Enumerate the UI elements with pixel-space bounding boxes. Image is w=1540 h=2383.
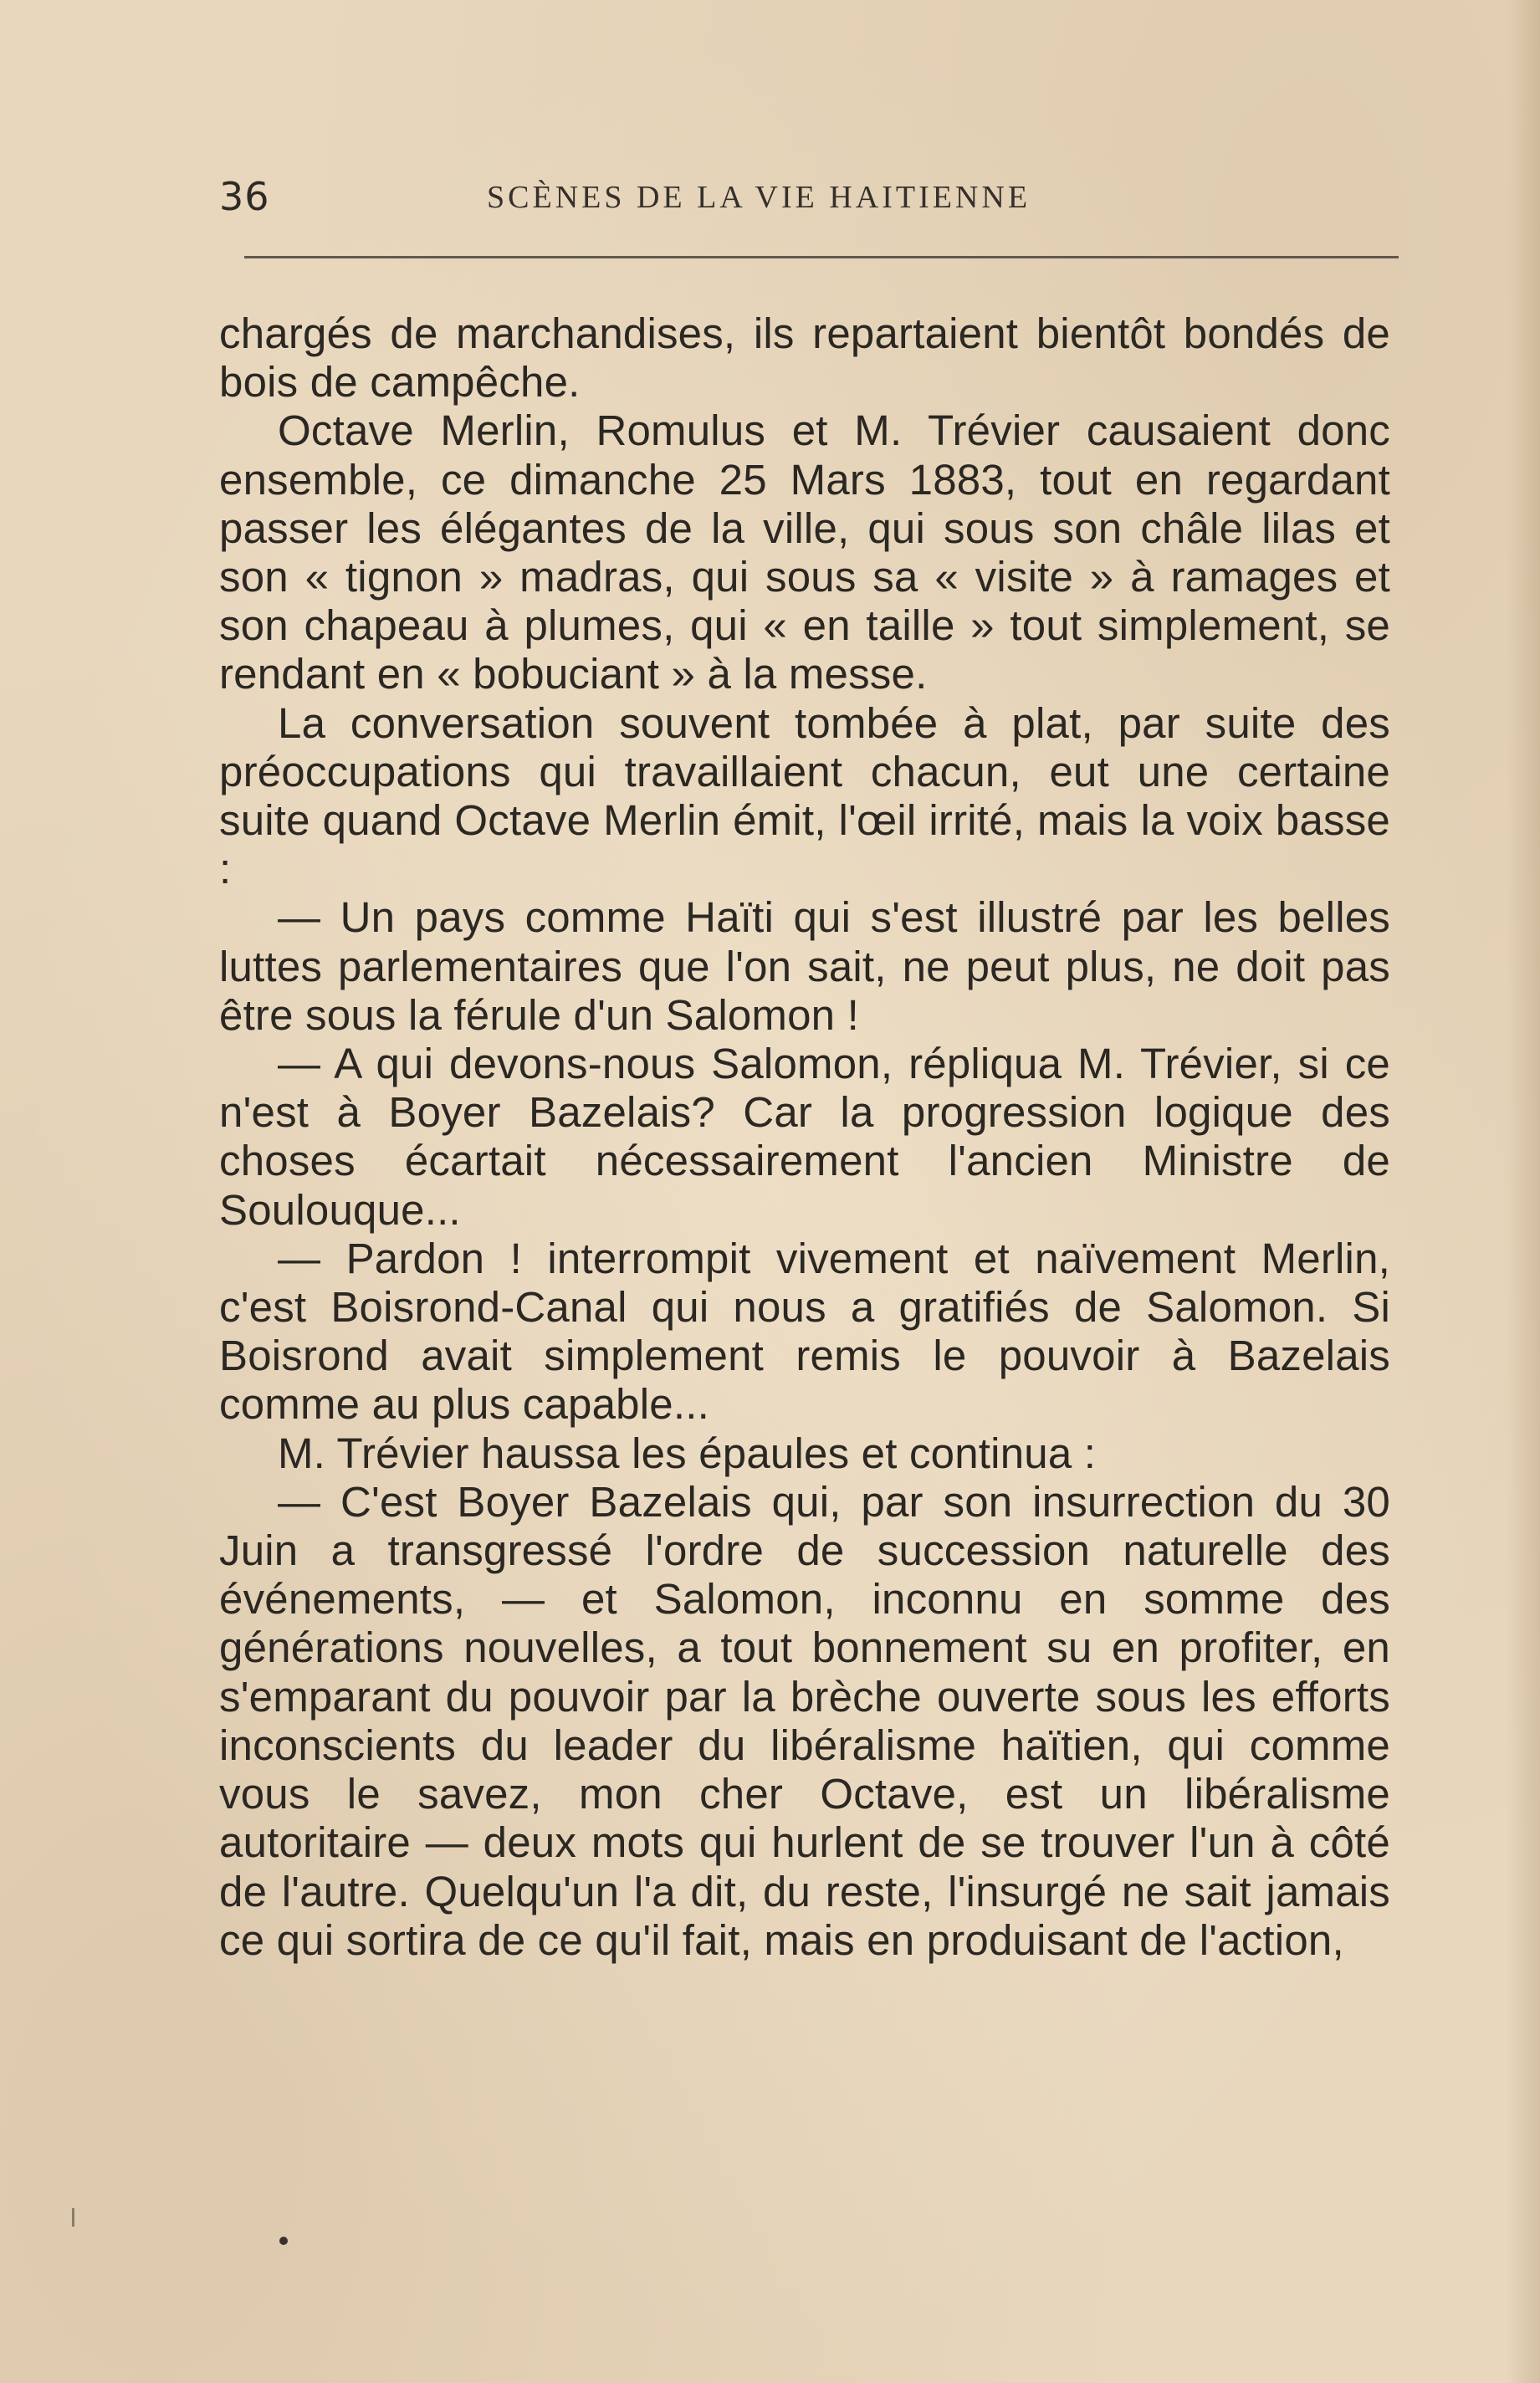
dialogue-paragraph: — Un pays comme Haïti qui s'est illustré par les belles luttes parlementaires que l'on sait, ne peut plus, ne doit pas être sous la férule d'un Salomon !	[219, 893, 1390, 1039]
page-number: 36	[219, 174, 270, 219]
running-title: SCÈNES DE LA VIE HAITIENNE	[487, 180, 1031, 215]
ink-dot	[279, 2237, 288, 2245]
paragraph-continuation: chargés de marchandises, ils repartaient bientôt bondés de bois de campêche.	[219, 309, 1390, 407]
page-edge-shadow	[1507, 0, 1540, 2383]
header-rule	[244, 256, 1399, 258]
dialogue-paragraph: — A qui devons-nous Salomon, répliqua M. Trévier, si ce n'est à Boyer Bazelais? Car la progression logique des choses écartait nécessairement l'ancien Ministre de Soulouque...	[219, 1040, 1390, 1234]
paragraph: La conversation souvent tombée à plat, par suite des préoccupations qui travaillaient chacun, eut une certaine suite quand Octave Merlin émit, l'œil irrité, mais la voix basse :	[219, 698, 1390, 893]
running-head	[219, 174, 1407, 224]
paragraph: Octave Merlin, Romulus et M. Trévier causaient donc ensemble, ce dimanche 25 Mars 1883, tout en regardant passer les élégantes de la ville, qui sous son châle lilas et son « tignon » madras, qui sous sa « visite » à ramages et son chapeau à plumes, qui « en taille » tout simplement, se rendant en « bobuciant » à la messe.	[219, 407, 1390, 698]
body-text	[219, 309, 1390, 1965]
dialogue-paragraph: — Pardon ! interrompit vivement et naïvement Merlin, c'est Boisrond-Canal qui nous a gratifiés de Salomon. Si Boisrond avait simplement remis le pouvoir à Bazelais comme au plus capable...	[219, 1234, 1390, 1429]
ink-mark	[72, 2208, 74, 2227]
book-page	[219, 174, 1407, 1964]
dialogue-paragraph: — C'est Boyer Bazelais qui, par son insurrection du 30 Juin a transgressé l'ordre de succession naturelle des événements, — et Salomon, inconnu en somme des générations nouvelles, a tout bonnement su en profiter, en s'emparant du pouvoir par la brèche ouverte sous les efforts inconscients du leader du libéralisme haïtien, qui comme vous le savez, mon cher Octave, est un libéralisme autoritaire — deux mots qui hurlent de se trouver l'un à côté de l'autre. Quelqu'un l'a dit, du reste, l'insurgé ne sait jamais ce qui sortira de ce qu'il fait, mais en produisant de l'action,	[219, 1477, 1390, 1964]
paragraph: M. Trévier haussa les épaules et continua :	[278, 1429, 1097, 1477]
